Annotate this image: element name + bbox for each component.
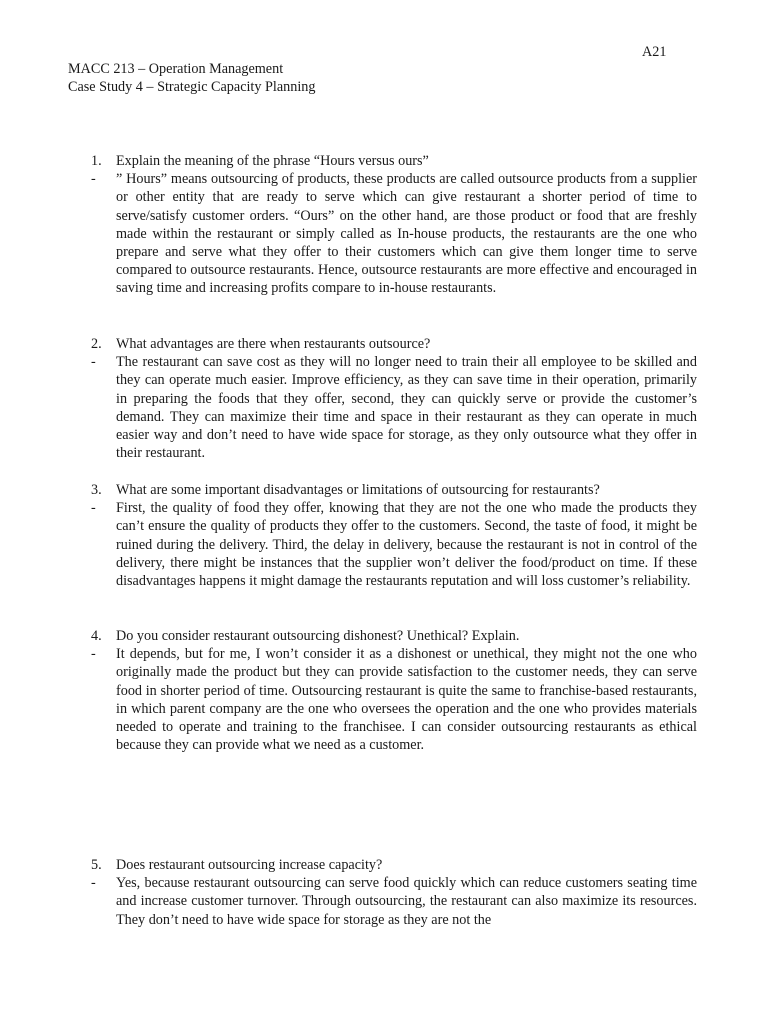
question-text: Explain the meaning of the phrase “Hours versus ours” xyxy=(116,153,429,169)
question-number: 4. xyxy=(91,628,102,644)
course-title: MACC 213 – Operation Management xyxy=(68,61,284,77)
qa-item-5 xyxy=(91,856,697,929)
case-title: Case Study 4 – Strategic Capacity Planning xyxy=(68,79,316,96)
answer-marker: - xyxy=(91,354,96,371)
answer-marker: - xyxy=(91,875,96,892)
answer-1 xyxy=(91,170,697,297)
question-number: 1. xyxy=(91,153,102,169)
page-id: A21 xyxy=(642,44,667,60)
answer-5 xyxy=(91,874,697,929)
question-text: Do you consider restaurant outsourcing dishonest? Unethical? Explain. xyxy=(116,628,520,644)
answer-text: Yes, because restaurant outsourcing can serve food quickly which can reduce customers seating time and increase customer turnover. Through outsourcing, the restaurant can also maximize its resources. They don’t need to have wide space for storage as they are not the xyxy=(116,875,697,928)
answer-marker: - xyxy=(91,171,96,188)
qa-item-4 xyxy=(91,627,697,754)
question-2 xyxy=(91,335,697,353)
qa-item-1 xyxy=(91,152,697,298)
answer-text: The restaurant can save cost as they will no longer need to train their all employee to be skilled and they can operate much easier. Improve efficiency, as they can save time in their operation, primarily in preparing the foods that they offer, second, they can quickly serve or provide the customer’s demand. They can maximize their time and space in their restaurant as they can operate in much easier way and don’t need to have wide space for storage, as they only outsource what they offer in their restaurant. xyxy=(116,354,697,462)
document-header xyxy=(68,60,315,96)
question-4 xyxy=(91,627,697,645)
answer-3 xyxy=(91,499,697,590)
question-3 xyxy=(91,481,697,499)
answer-marker: - xyxy=(91,500,96,517)
qa-item-2 xyxy=(91,335,697,462)
question-1 xyxy=(91,152,697,170)
question-number: 3. xyxy=(91,482,102,498)
answer-4 xyxy=(91,645,697,754)
question-text: What are some important disadvantages or limitations of outsourcing for restaurants? xyxy=(116,482,600,498)
question-number: 5. xyxy=(91,857,102,873)
answer-text: It depends, but for me, I won’t consider it as a dishonest or unethical, they might not the one who originally made the product but they can provide satisfaction to the customer needs, they can serve food in shorter period of time. Outsourcing restaurant is quite the same to franchise-based restaurants, in which parent company are the one who oversees the operation and the one who provides materials needed to operate and training to the franchisee. I can consider outsourcing restaurants as ethical because they can provide what we need as a customer. xyxy=(116,646,697,754)
answer-text: ” Hours” means outsourcing of products, these products are called outsource products from a supplier or other entity that are ready to serve which can give restaurant a shorter period of time to serve/satisfy customer orders. “Ours” on the other hand, are those product or food that are freshly made within the restaurant or simply called as In-house products, the restaurants are the one who prepare and serve what they offer to their customers which can give them longer time to serve compared to outsource restaurants. Hence, outsource restaurants are more effective and encouraged in saving time and increasing profits compare to in-house restaurants. xyxy=(116,171,697,297)
question-text: What advantages are there when restaurants outsource? xyxy=(116,336,431,352)
answer-text: First, the quality of food they offer, knowing that they are not the one who made the products they can’t ensure the quality of products they offer to the customers. Second, the taste of food, it might be ruined during the delivery. Third, the delay in delivery, because the restaurant is not in control of the delivery, there might be instances that the supplier won’t deliver the food/product on time. If these disadvantages happens it might damage the restaurants reputation and will loss customer’s reliability. xyxy=(116,500,697,590)
question-5 xyxy=(91,856,697,874)
qa-item-3 xyxy=(91,481,697,590)
question-number: 2. xyxy=(91,336,102,352)
answer-2 xyxy=(91,353,697,462)
answer-marker: - xyxy=(91,646,96,663)
question-text: Does restaurant outsourcing increase capacity? xyxy=(116,857,383,873)
